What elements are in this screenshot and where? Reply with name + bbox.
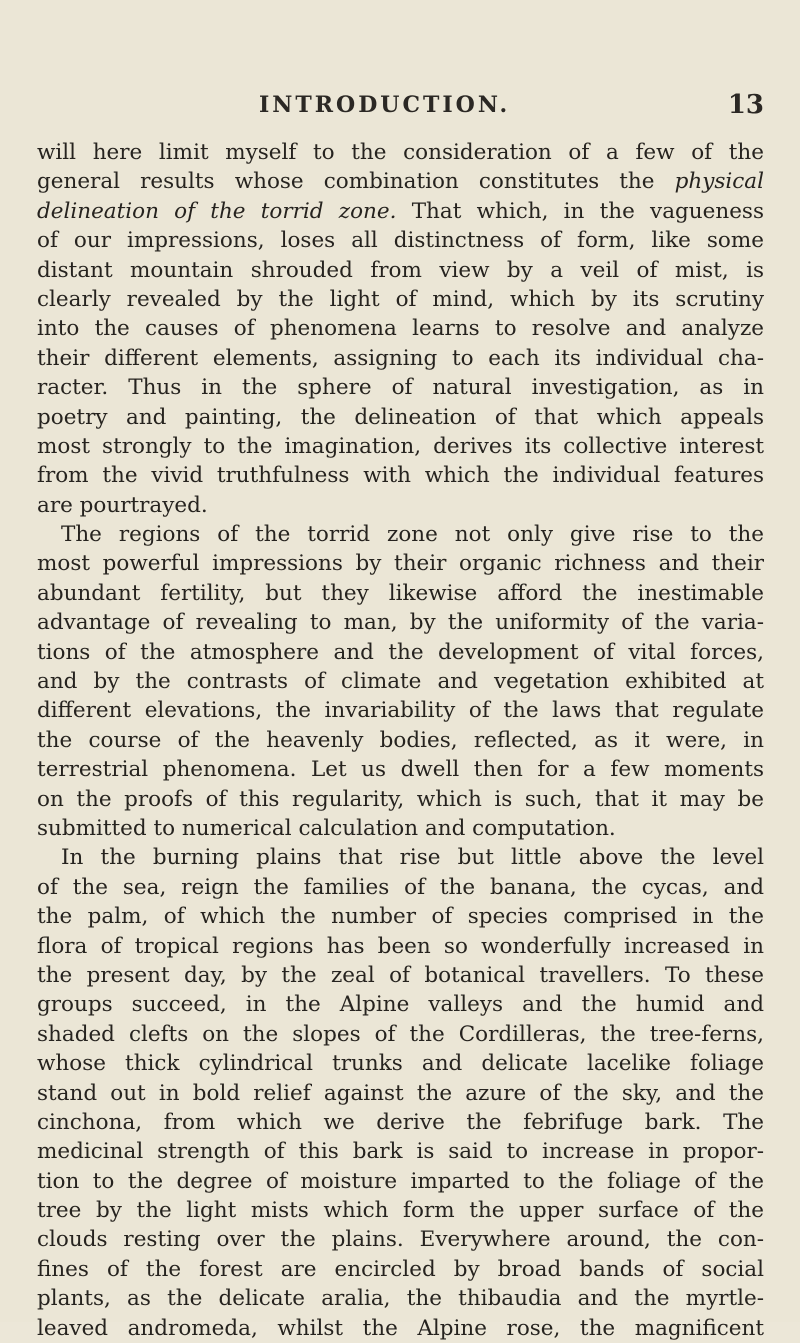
- italic-text-run: physical: [674, 169, 764, 195]
- text-run: terrestrial phenomena. Let us dwell then for a few moments: [37, 757, 764, 783]
- text-run: tions of the atmosphere and the development of vital forces,: [37, 639, 764, 665]
- text-line: [37, 579, 764, 608]
- text-run: cinchona, from which we derive the febrifuge bark. The: [37, 1109, 764, 1135]
- text-line: [37, 314, 764, 343]
- text-run: of the sea, reign the families of the banana, the cycas, and: [37, 874, 764, 900]
- text-line: [37, 785, 764, 814]
- text-line: [37, 549, 764, 578]
- text-run: will here limit myself to the consideration of a few of the: [37, 140, 764, 165]
- text-run: That which, in the vagueness: [396, 198, 764, 224]
- text-line: [37, 873, 764, 902]
- text-line: [37, 932, 764, 961]
- text-line: [37, 1225, 764, 1254]
- text-run: distant mountain shrouded from view by a veil of mist, is: [37, 257, 764, 283]
- text-line: [37, 197, 764, 226]
- text-run: leaved andromeda, whilst the Alpine rose, the magnificent: [37, 1315, 764, 1341]
- text-run: stand out in bold relief against the azure of the sky, and the: [37, 1080, 764, 1106]
- text-run: different elevations, the invariability of the laws that regulate: [37, 698, 764, 724]
- text-line: [37, 432, 764, 461]
- text-run: the present day, by the zeal of botanical travellers. To these: [37, 962, 764, 988]
- text-run: flora of tropical regions has been so wonderfully increased in: [37, 933, 764, 959]
- text-run: most strongly to the imagination, derives its collective interest: [37, 433, 764, 459]
- italic-text-run: delineation of the torrid zone.: [37, 198, 397, 224]
- text-run: the course of the heavenly bodies, reflected, as it were, in: [37, 727, 764, 753]
- text-line: [37, 1284, 764, 1313]
- text-line: [37, 902, 764, 931]
- text-run: general results whose combination constitutes the: [37, 169, 675, 195]
- text-run: submitted to numerical calculation and computation.: [37, 815, 616, 841]
- text-run: are pourtrayed.: [37, 492, 208, 518]
- text-line: [37, 726, 764, 755]
- text-line: [37, 696, 764, 725]
- text-line: [37, 461, 764, 490]
- text-line: [37, 285, 764, 314]
- page-number: 13: [727, 90, 764, 120]
- text-run: and by the contrasts of climate and vegetation exhibited at: [37, 669, 764, 695]
- text-run: into the causes of phenomena learns to resolve and analyze: [37, 316, 764, 342]
- text-run: fines of the forest are encircled by broad bands of social: [37, 1256, 764, 1282]
- text-line: [37, 1167, 764, 1196]
- body-text: [37, 138, 764, 1343]
- text-run: their different elements, assigning to each its individual cha-: [37, 345, 764, 371]
- text-line: [37, 1137, 764, 1166]
- text-line: [37, 638, 764, 667]
- text-line: [37, 138, 764, 167]
- text-line: [37, 608, 764, 637]
- text-line: [37, 491, 764, 520]
- text-run: tree by the light mists which form the upper surface of the: [37, 1198, 764, 1224]
- text-line: [37, 1049, 764, 1078]
- text-run: most powerful impressions by their organic richness and their: [37, 551, 764, 577]
- text-run: poetry and painting, the delineation of that which appeals: [37, 404, 764, 430]
- text-run: The regions of the torrid zone not only give rise to the: [61, 522, 764, 548]
- text-line: [37, 256, 764, 285]
- text-run: tion to the degree of moisture imparted to the foliage of the: [37, 1168, 764, 1194]
- text-line: [37, 344, 764, 373]
- text-run: on the proofs of this regularity, which is such, that it may be: [37, 786, 764, 812]
- text-run: whose thick cylindrical trunks and delicate lacelike foliage: [37, 1051, 764, 1077]
- text-line: [37, 1108, 764, 1137]
- text-line: [37, 1314, 764, 1343]
- running-head: [34, 92, 764, 126]
- text-line: [37, 843, 764, 872]
- text-line: [37, 1255, 764, 1284]
- text-run: medicinal strength of this bark is said to increase in propor-: [37, 1139, 764, 1165]
- text-line: [37, 814, 764, 843]
- text-run: plants, as the delicate aralia, the thibaudia and the myrtle-: [37, 1286, 764, 1312]
- text-run: racter. Thus in the sphere of natural investigation, as in: [37, 375, 764, 401]
- text-line: [37, 755, 764, 784]
- text-line: [37, 667, 764, 696]
- text-line: [37, 167, 764, 196]
- text-line: [37, 1196, 764, 1225]
- text-line: [37, 403, 764, 432]
- text-line: [37, 1079, 764, 1108]
- text-line: [37, 1020, 764, 1049]
- text-run: groups succeed, in the Alpine valleys and the humid and: [37, 992, 764, 1018]
- text-line: [37, 990, 764, 1019]
- text-line: [37, 520, 764, 549]
- text-run: clearly revealed by the light of mind, which by its scrutiny: [37, 286, 764, 312]
- text-run: In the burning plains that rise but little above the level: [61, 845, 764, 871]
- text-run: advantage of revealing to man, by the uniformity of the varia-: [37, 610, 764, 636]
- text-run: clouds resting over the plains. Everywhere around, the con-: [37, 1227, 764, 1253]
- running-title: INTRODUCTION.: [259, 92, 511, 118]
- text-run: of our impressions, loses all distinctness of form, like some: [37, 228, 764, 254]
- text-run: shaded clefts on the slopes of the Cordilleras, the tree-ferns,: [37, 1021, 764, 1047]
- text-line: [37, 373, 764, 402]
- text-line: [37, 226, 764, 255]
- text-run: abundant fertility, but they likewise afford the inestimable: [37, 580, 764, 606]
- text-run: the palm, of which the number of species comprised in the: [37, 904, 764, 930]
- text-line: [37, 961, 764, 990]
- text-run: from the vivid truthfulness with which the individual features: [37, 463, 764, 489]
